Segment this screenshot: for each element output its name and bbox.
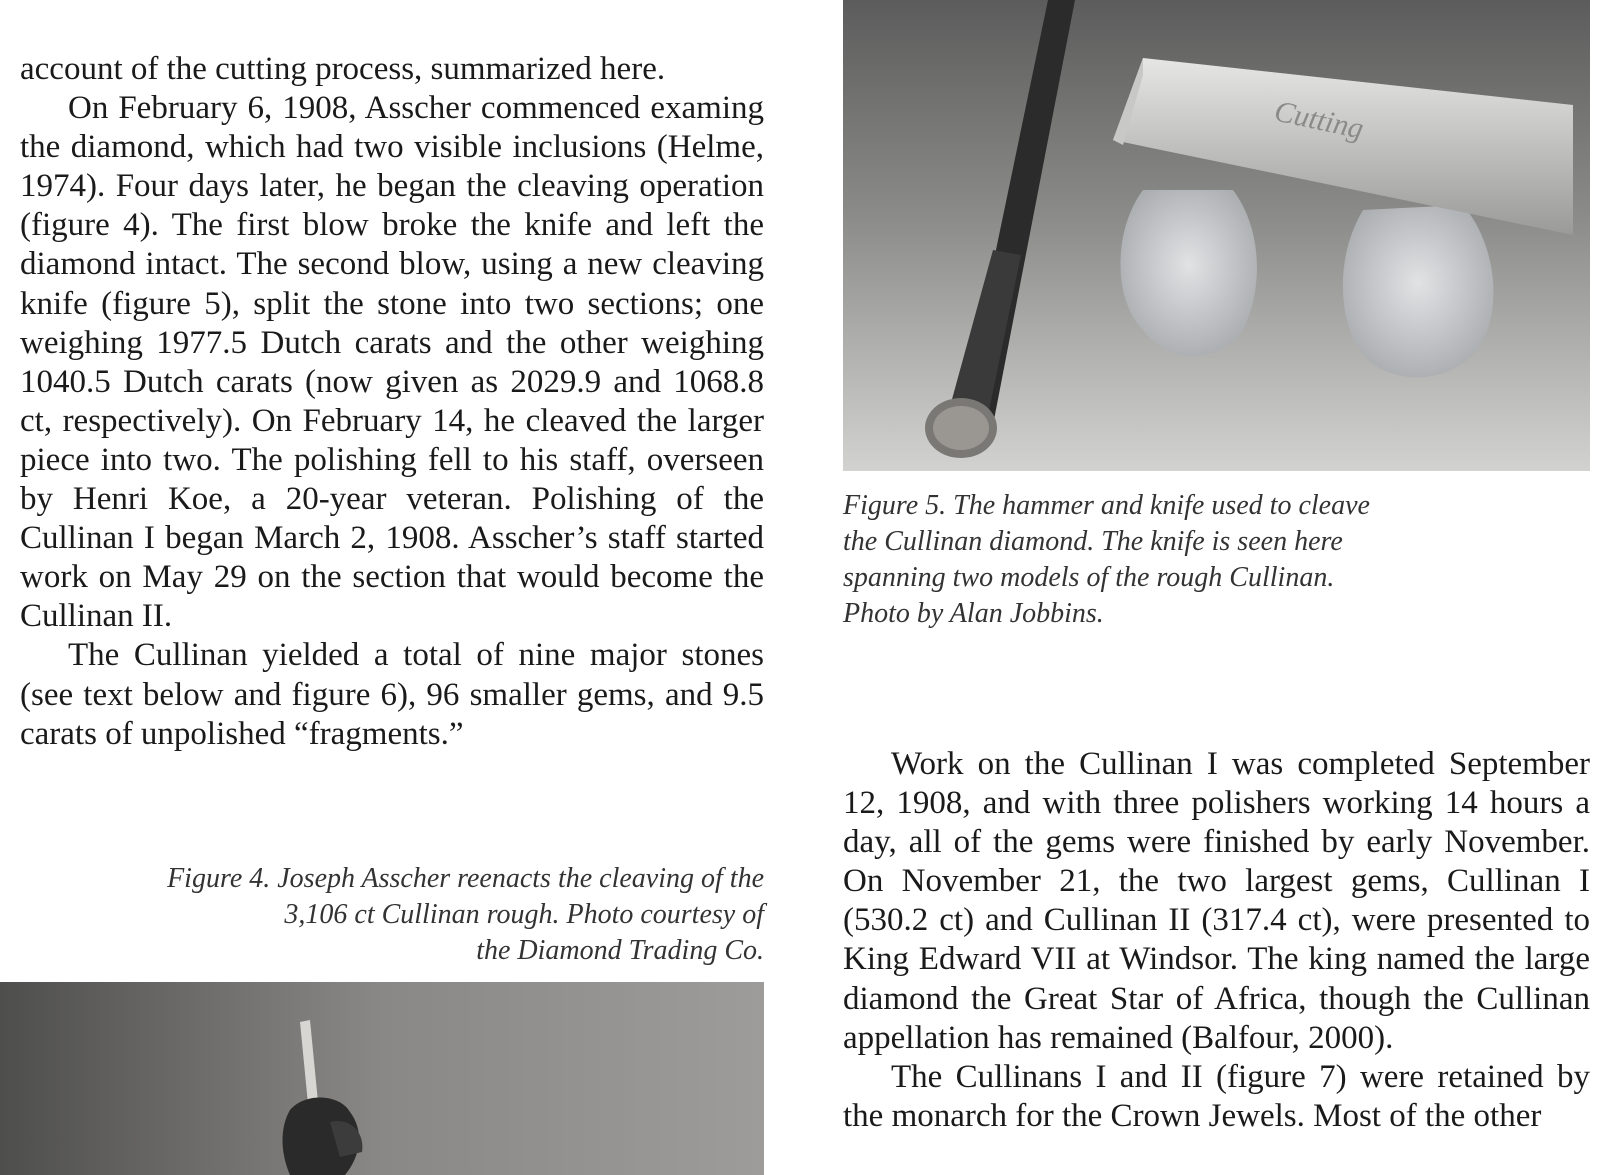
caption-line: the Cullinan diamond. The knife is seen here xyxy=(843,526,1343,557)
right-column-text xyxy=(843,745,1590,1136)
body-paragraph: On February 6, 1908, Asscher commenced examing the diamond, which had two visible inclusions (Helme, 1974). Four days later, he began the cleaving operation (figure 4). The first blow broke the knife and left the diamond intact. The second blow, using a new cleaving knife (figure 5), split the stone into two sections; one weighing 1977.5 Dutch carats and the other weighing 1040.5 Dutch carats (now given as 2029.9 and 1068.8 ct, respectively). On February 14, he cleaved the larger piece into two. The polishing fell to his staff, overseen by Henri Koe, a 20-year veteran. Polishing of the Cullinan I began March 2, 1908. Asscher’s staff started work on May 29 on the section that would become the Cullinan II. xyxy=(20,90,764,635)
figure-5-caption xyxy=(843,488,1543,632)
figure-4-caption xyxy=(20,861,764,969)
asscher-cleaving-image xyxy=(0,982,764,1175)
left-column-text xyxy=(20,50,764,754)
body-paragraph: The Cullinans I and II (figure 7) were retained by the monarch for the Crown Jewels. Most of the other xyxy=(843,1058,1590,1134)
caption-line: spanning two models of the rough Cullinan. xyxy=(843,562,1335,593)
caption-line: Figure 5. The hammer and knife used to cleave xyxy=(843,490,1370,521)
body-paragraph: Work on the Cullinan I was completed September 12, 1908, and with three polishers working 14 hours a day, all of the gems were finished by early November. On November 21, the two largest gems, Cullinan I (530.2 ct) and Cullinan II (317.4 ct), were presented to King Edward VII at Windsor. The king named the large diamond the Great Star of Africa, though the Cullinan appellation has remained (Balfour, 2000). xyxy=(843,746,1590,1056)
figure-5-photo xyxy=(843,0,1590,471)
caption-line: Photo by Alan Jobbins. xyxy=(843,598,1104,629)
caption-line: Figure 4. Joseph Asscher reenacts the cleaving of the xyxy=(167,863,764,894)
body-paragraph: The Cullinan yielded a total of nine major stones (see text below and figure 6), 96 smaller gems, and 9.5 carats of unpolished “fragments.” xyxy=(20,637,764,752)
caption-line: 3,106 ct Cullinan rough. Photo courtesy of xyxy=(284,899,764,930)
figure-4-photo xyxy=(0,982,764,1175)
body-paragraph: account of the cutting process, summarized here. xyxy=(20,51,666,87)
knife-engraving: Cutting xyxy=(1271,94,1367,146)
hammer-and-knife-image xyxy=(843,0,1590,471)
caption-line: the Diamond Trading Co. xyxy=(476,935,764,966)
